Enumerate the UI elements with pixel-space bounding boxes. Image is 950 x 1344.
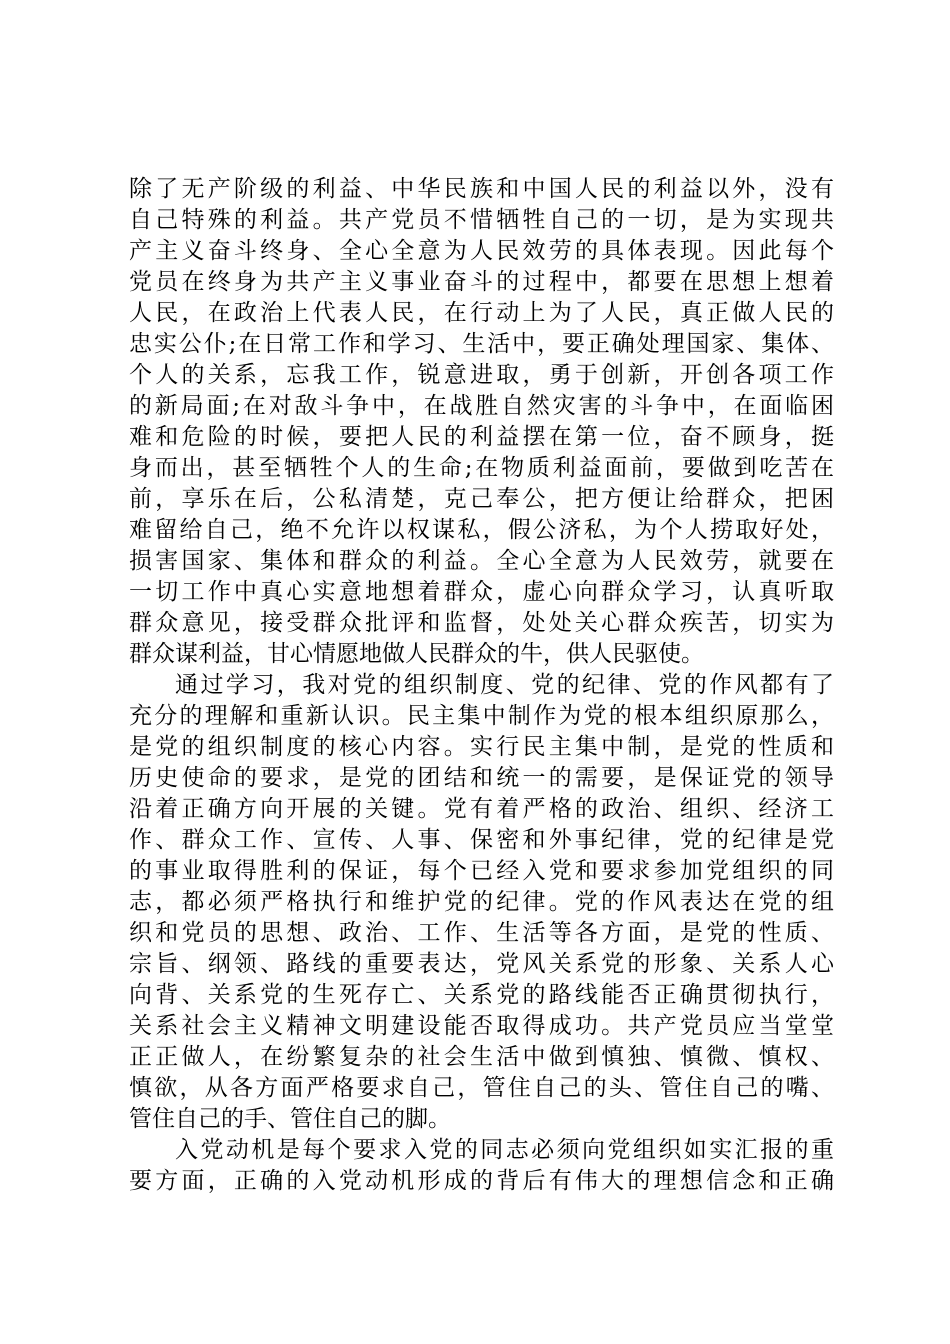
text-line: 志，都必须严格执行和维护党的纪律。党的作风表达在党的组	[129, 889, 834, 915]
paragraph-first-line: 入党动机是每个要求入党的同志必须向党组织如实汇报的重	[175, 1137, 834, 1163]
text-line: 群众意见，接受群众批评和监督，处处关心群众疾苦，切实为	[129, 610, 834, 636]
text-line: 宗旨、纲领、路线的重要表达，党风关系党的形象、关系人心	[129, 951, 834, 977]
text-line: 管住自己的手、管住自己的脚。	[129, 1106, 451, 1132]
text-line: 产主义奋斗终身、全心全意为人民效劳的具体表现。因此每个	[129, 238, 834, 264]
text-line: 除了无产阶级的利益、中华民族和中国人民的利益以外，没有	[129, 176, 834, 202]
text-line: 的新局面;在对敌斗争中，在战胜自然灾害的斗争中，在面临困	[129, 393, 834, 419]
text-line: 难和危险的时候，要把人民的利益摆在第一位，奋不顾身，挺	[129, 424, 834, 450]
text-line: 作、群众工作、宣传、人事、保密和外事纪律，党的纪律是党	[129, 827, 834, 853]
text-line: 自己特殊的利益。共产党员不惜牺牲自己的一切，是为实现共	[129, 207, 834, 233]
paragraph-first-line: 通过学习，我对党的组织制度、党的纪律、党的作风都有了	[175, 672, 834, 698]
text-line: 难留给自己，绝不允许以权谋私，假公济私，为个人捞取好处，	[129, 517, 834, 543]
text-line: 前，享乐在后，公私清楚，克己奉公，把方便让给群众，把困	[129, 486, 834, 512]
text-line: 的事业取得胜利的保证，每个已经入党和要求参加党组织的同	[129, 858, 834, 884]
text-line: 人民，在政治上代表人民，在行动上为了人民，真正做人民的	[129, 300, 834, 326]
text-line: 身而出，甚至牺牲个人的生命;在物质利益面前，要做到吃苦在	[129, 455, 834, 481]
text-line: 要方面，正确的入党动机形成的背后有伟大的理想信念和正确	[129, 1168, 834, 1194]
text-line: 沿着正确方向开展的关键。党有着严格的政治、组织、经济工	[129, 796, 834, 822]
body-text	[129, 174, 834, 1197]
text-line: 党员在终身为共产主义事业奋斗的过程中，都要在思想上想着	[129, 269, 834, 295]
text-line: 忠实公仆;在日常工作和学习、生活中，要正确处理国家、集体、	[129, 331, 834, 357]
text-line: 群众谋利益，甘心情愿地做人民群众的牛，供人民驱使。	[129, 641, 704, 667]
text-line: 一切工作中真心实意地想着群众，虚心向群众学习，认真听取	[129, 579, 834, 605]
text-line: 正正做人，在纷繁复杂的社会生活中做到慎独、慎微、慎权、	[129, 1044, 834, 1070]
text-line: 关系社会主义精神文明建设能否取得成功。共产党员应当堂堂	[129, 1013, 834, 1039]
text-line: 向背、关系党的生死存亡、关系党的路线能否正确贯彻执行，	[129, 982, 834, 1008]
text-line: 历史使命的要求，是党的团结和统一的需要，是保证党的领导	[129, 765, 834, 791]
text-line: 充分的理解和重新认识。民主集中制作为党的根本组织原那么，	[129, 703, 834, 729]
text-line: 织和党员的思想、政治、工作、生活等各方面，是党的性质、	[129, 920, 834, 946]
text-line: 慎欲，从各方面严格要求自己，管住自己的头、管住自己的嘴、	[129, 1075, 834, 1101]
text-line: 损害国家、集体和群众的利益。全心全意为人民效劳，就要在	[129, 548, 834, 574]
text-line: 个人的关系，忘我工作，锐意进取，勇于创新，开创各项工作	[129, 362, 834, 388]
text-line: 是党的组织制度的核心内容。实行民主集中制，是党的性质和	[129, 734, 834, 760]
